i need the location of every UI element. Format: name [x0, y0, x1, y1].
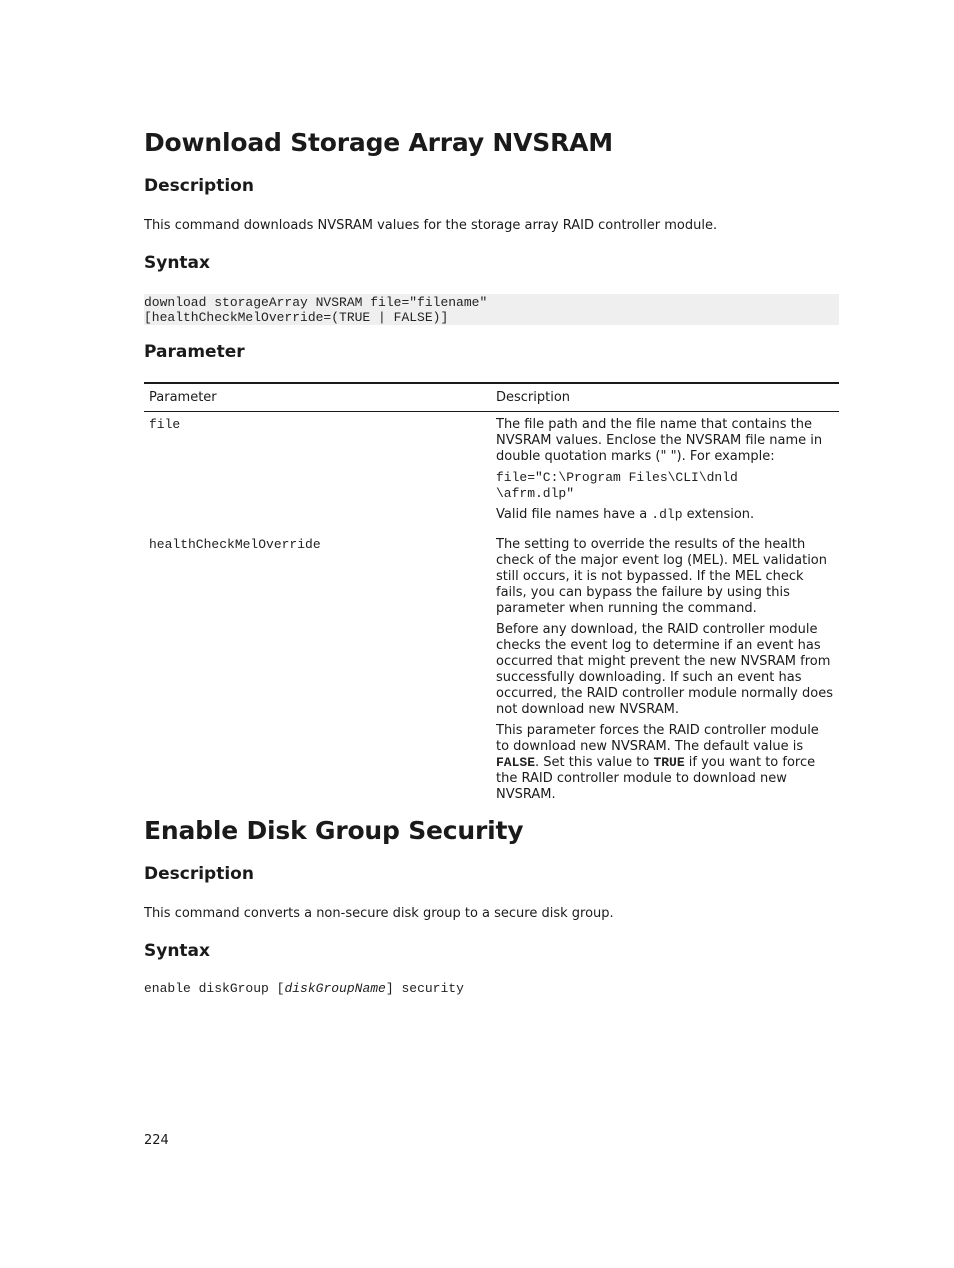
param-description: Before any download, the RAID controller module checks the event log to determine if an event has occurred that might prevent the new NVSRAM from successfully downloading. If such an event has occurred, the RAID controller module normally does not download new NVSRAM. [496, 622, 833, 717]
code-text: enable diskGroup [ [144, 981, 285, 996]
page-number: 224 [144, 1133, 169, 1148]
code-variable: diskGroupName [284, 981, 386, 996]
code-text: ] security [385, 981, 464, 996]
valid-extension-note [496, 507, 834, 523]
description-heading: Description [144, 864, 254, 884]
syntax-code [144, 981, 464, 996]
param-description-cell [491, 532, 839, 812]
example-code [496, 470, 834, 502]
table-header-row [144, 383, 839, 412]
note-text: extension. [686, 507, 755, 522]
table-row [144, 532, 839, 812]
parameter-table [144, 382, 839, 812]
syntax-code-block [144, 294, 839, 325]
description-text: This command converts a non-secure disk group to a secure disk group. [144, 906, 614, 921]
syntax-line: [healthCheckMelOverride=(TRUE | FALSE)] [144, 310, 449, 325]
syntax-line: download storageArray NVSRAM file="filename" [144, 295, 488, 310]
table-header-description: Description [491, 383, 839, 412]
table-row [144, 412, 839, 533]
param-description [496, 723, 834, 803]
param-name: healthCheckMelOverride [149, 537, 321, 552]
syntax-heading: Syntax [144, 941, 210, 961]
section-title-enable-disk-group-security: Enable Disk Group Security [144, 816, 524, 845]
desc-text: . Set this value to [535, 755, 654, 770]
extension-code: .dlp [651, 507, 683, 522]
example-code-line: file="C:\Program Files\CLI\dnld [496, 470, 738, 485]
description-heading: Description [144, 176, 254, 196]
param-name-cell [144, 532, 491, 812]
param-name-cell [144, 412, 491, 533]
section-title-download-nvsram: Download Storage Array NVSRAM [144, 128, 613, 157]
note-text: Valid file names have a [496, 507, 652, 522]
value-true: TRUE [653, 755, 685, 770]
desc-text: if you want to force the RAID controller module to download new NVSRAM. [496, 755, 816, 802]
param-description: The file path and the file name that contains the NVSRAM values. Enclose the NVSRAM file name in double quotation marks (" "). For example: [496, 417, 823, 464]
desc-text: This parameter forces the RAID controller module to download new NVSRAM. The default value is [496, 723, 819, 754]
syntax-heading: Syntax [144, 253, 210, 273]
description-text: This command downloads NVSRAM values for the storage array RAID controller module. [144, 218, 718, 233]
param-name: file [149, 417, 181, 432]
param-description-cell [491, 412, 839, 533]
parameter-heading: Parameter [144, 342, 245, 362]
table-header-parameter: Parameter [144, 383, 491, 412]
example-code-line: \afrm.dlp" [496, 486, 575, 501]
value-false: FALSE [496, 755, 536, 770]
param-description: The setting to override the results of the health check of the major event log (MEL). MEL validation still occurs, it is not bypassed. If the MEL check fails, you can bypass the failure by using this parameter when running the command. [496, 537, 827, 616]
